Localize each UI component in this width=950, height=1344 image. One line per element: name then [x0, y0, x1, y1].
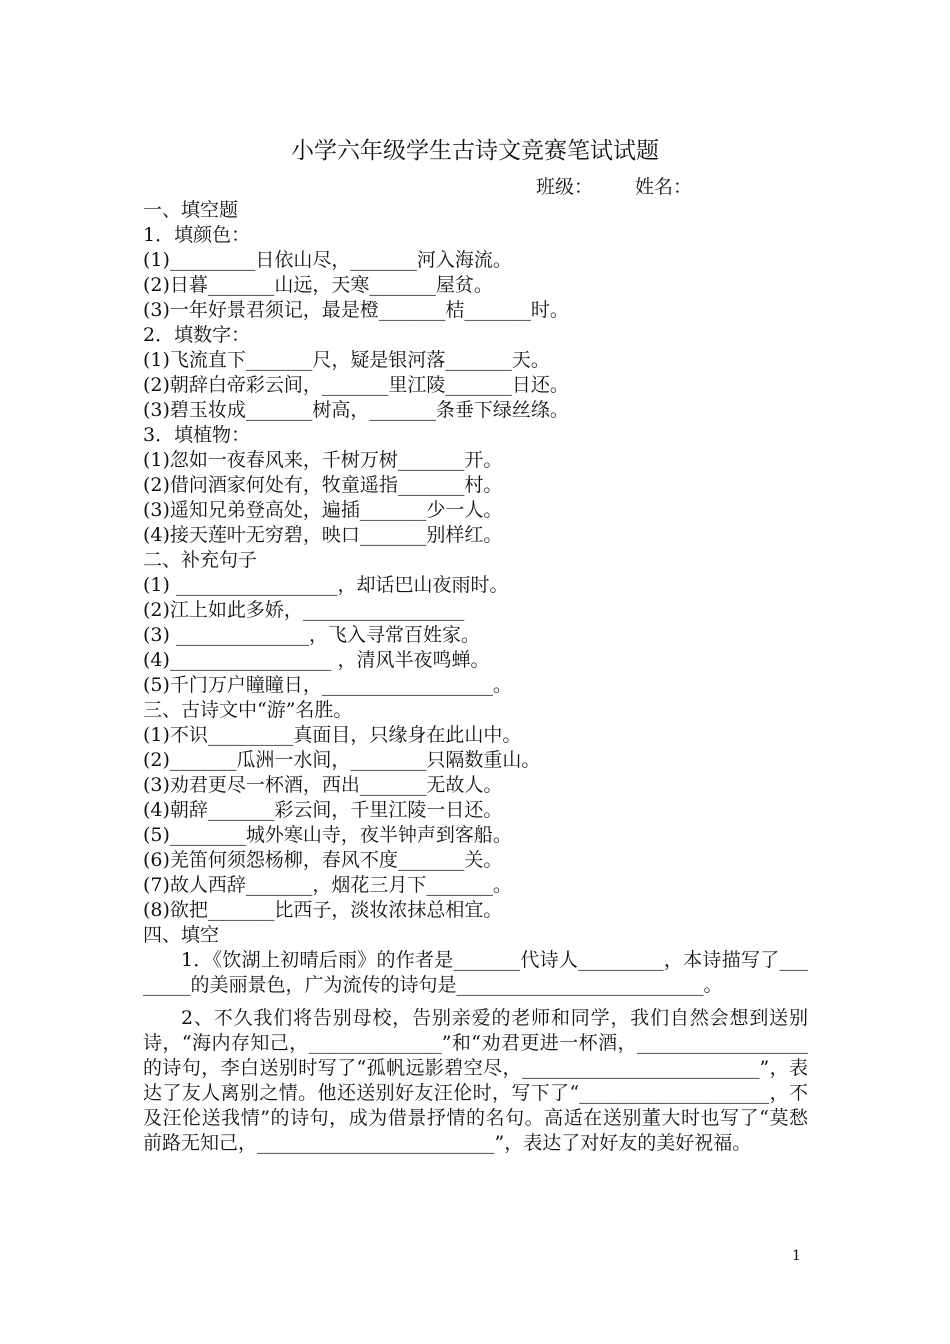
question-line: (1)忽如一夜春风来，千树万树_______开。 [143, 449, 503, 471]
question-line: (5)________城外寒山寺，夜半钟声到客船。 [143, 824, 512, 846]
subsection-heading: 3．填植物： [143, 424, 251, 446]
question-line: (2)_______瓜洲一水间，________只隔数重山。 [143, 749, 541, 771]
question-line: (3)碧玉妆成_______树高，_______条垂下绿丝绦。 [143, 399, 569, 421]
section-heading: 二、补充句子 [143, 549, 258, 571]
question-line: (1)飞流直下_______尺，疑是银河落_______天。 [143, 349, 550, 371]
question-line: (3) ______________，飞入寻常百姓家。 [143, 624, 480, 646]
question-line: (4)接天莲叶无穷碧，映口_______别样红。 [143, 524, 503, 546]
subsection-heading: 1．填颜色： [143, 224, 251, 246]
question-line: (6)羌笛何须怨杨柳，春风不度_______关。 [143, 849, 503, 871]
question-line: (2)借问酒家何处有，牧童遥指_______村。 [143, 474, 503, 496]
name-label: 姓名： [635, 176, 693, 198]
section-heading: 一、填空题 [143, 199, 239, 221]
question-line: (2)日暮_______山远，天寒_______屋贫。 [143, 274, 493, 296]
class-label: 班级： [536, 176, 594, 198]
question-line: (4)_________________ ，清风半夜鸣蝉。 [143, 649, 490, 671]
section-heading: 三、古诗文中“游”名胜。 [143, 699, 353, 721]
question-line: (4)朝辞_______彩云间，千里江陵一日还。 [143, 799, 503, 821]
student-info-line [536, 174, 692, 200]
question-line: (1)_________日依山尽，_______河入海流。 [143, 249, 512, 271]
question-line: (2)江上如此多娇，_________________ [143, 599, 465, 621]
question-line: (5)千门万户瞳瞳日，__________________。 [143, 674, 512, 696]
question-line: (3)遥知兄弟登高处，遍插_______少一人。 [143, 499, 503, 521]
question-line: (8)欲把_______比西子，淡妆浓抹总相宜。 [143, 899, 503, 921]
question-paragraph: 1．《饮湖上初晴后雨》的作者是_______代诗人_________，本诗描写了________的美丽景色，广为流传的诗句是__________________________。 [143, 949, 808, 996]
question-line: (3)一年好景君须记，最是橙_______桔_______时。 [143, 299, 569, 321]
subsection-heading: 2．填数字： [143, 324, 251, 346]
question-line: (1) _________________，却话巴山夜雨时。 [143, 574, 509, 596]
question-paragraph: 2、不久我们将告别母校，告别亲爱的老师和同学，我们自然会想到送别诗，“海内存知己，______________”和“劝君更进一杯酒，__________________的诗句，李白送别时写了“孤帆远影碧空尽，_________________________”，表达了友人离别之情。他还送别好友汪伦时，写下了“____________________，不及汪伦送我情”的诗句，成为借景抒情的名句。高适在送别董大时也写了“莫愁前路无知己，_________________________”，表达了对好友的美好祝福。 [143, 1007, 808, 1154]
page-title: 小学六年级学生古诗文竞赛笔试试题 [291, 138, 659, 164]
question-content [143, 198, 808, 1156]
question-line: (3)劝君更尽一杯酒，西出_______无故人。 [143, 774, 503, 796]
question-line: (1)不识_________真面目，只缘身在此山中。 [143, 724, 522, 746]
page-number: 1 [792, 1248, 801, 1264]
question-line: (7)故人西辞_______，烟花三月下_______。 [143, 874, 512, 896]
question-line: (2)朝辞白帝彩云间，_______里江陵_______日还。 [143, 374, 569, 396]
section-heading: 四、填空 [143, 924, 220, 946]
